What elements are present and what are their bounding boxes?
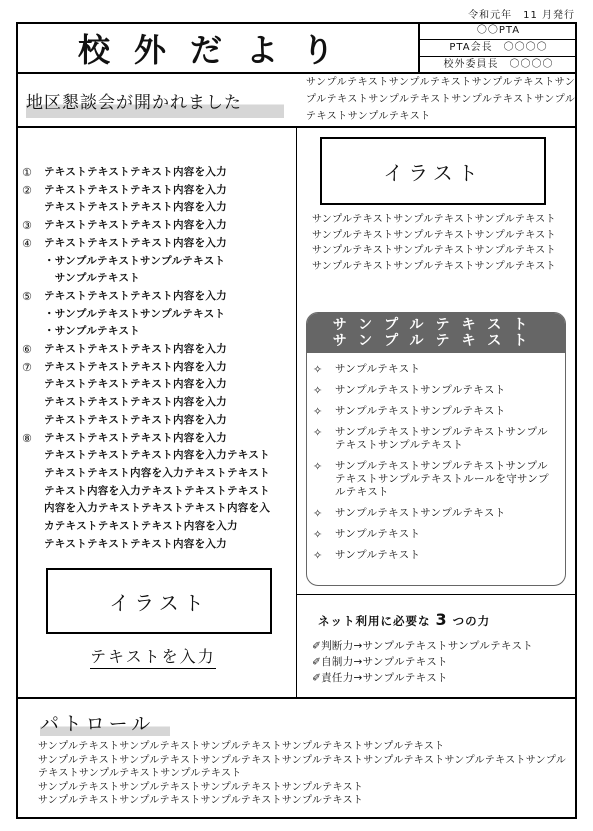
panel-item-text: サンプルテキストサンプルテキストサンプルテキストサンプルテキスト bbox=[335, 426, 548, 451]
panel-heading bbox=[307, 313, 565, 353]
panel-item bbox=[313, 549, 557, 562]
divider bbox=[296, 594, 577, 595]
list-item bbox=[22, 217, 294, 235]
list-item-text: サンプルテキスト bbox=[44, 272, 141, 285]
sparkle-icon: ✧ bbox=[313, 405, 323, 418]
list-item-number: ③ bbox=[22, 219, 33, 233]
panel-item bbox=[313, 384, 557, 397]
column-divider bbox=[296, 126, 297, 699]
agenda-list bbox=[22, 164, 294, 553]
section-headline: 地区懇談会が開かれました bbox=[26, 88, 284, 118]
list-item bbox=[22, 447, 294, 465]
pta-president: PTA会長 〇〇〇〇 bbox=[449, 42, 548, 53]
list-item-text: テキストテキストテキスト内容を入力 bbox=[44, 236, 227, 249]
panel-item-text: サンプルテキストサンプルテキストサンプルテキストサンプルテキストルールを守サンプルテキスト bbox=[335, 460, 549, 498]
net-title-number: 3 bbox=[435, 610, 448, 629]
list-item-number bbox=[22, 199, 44, 217]
list-item-number bbox=[22, 536, 44, 554]
net-skill-item: ✐責任力→サンプルテキスト bbox=[312, 672, 448, 684]
sparkle-icon: ✧ bbox=[313, 549, 323, 562]
sparkle-icon: ✧ bbox=[313, 426, 323, 439]
net-skill-list bbox=[312, 638, 574, 686]
sparkle-icon: ✧ bbox=[313, 528, 323, 541]
list-item bbox=[22, 323, 294, 341]
panel-item bbox=[313, 426, 557, 452]
pta-name: 〇〇PTA bbox=[476, 25, 521, 36]
list-item bbox=[22, 412, 294, 430]
illustration-placeholder: イラスト bbox=[46, 568, 272, 634]
patrol-text-line: サンプルテキストサンプルテキストサンプルテキストサンプルテキストサンプルテキストサンプルテキストサンプルテキストサンプルテキストサンプルテキスト bbox=[38, 754, 567, 779]
panel-item bbox=[313, 363, 557, 376]
list-item-number bbox=[22, 412, 44, 430]
list-item-text: テキストテキストテキスト内容を入力 bbox=[44, 183, 227, 196]
sparkle-icon: ✧ bbox=[313, 507, 323, 520]
list-item-text: テキストテキストテキスト内容を入力 bbox=[44, 166, 227, 178]
list-item-text: テキストテキストテキスト内容を入力 bbox=[44, 289, 227, 302]
panel-item-text: サンプルテキストサンプルテキスト bbox=[335, 384, 506, 396]
list-item-number: ⑥ bbox=[22, 343, 33, 357]
net-skill-item: ✐判断力→サンプルテキストサンプルテキスト bbox=[312, 640, 534, 652]
sparkle-icon: ✧ bbox=[313, 460, 323, 473]
list-item-text: テキストテキストテキスト内容を入力 bbox=[44, 413, 227, 426]
panel-item bbox=[313, 507, 557, 520]
list-item bbox=[22, 341, 294, 359]
list-item bbox=[22, 376, 294, 394]
list-item bbox=[22, 465, 294, 483]
net-title-text: つの力 bbox=[452, 614, 491, 628]
list-item bbox=[22, 306, 294, 324]
list-item-number bbox=[22, 465, 44, 483]
list-item-number: ① bbox=[22, 166, 33, 179]
list-item-number bbox=[22, 447, 44, 465]
list-item-number bbox=[22, 306, 44, 324]
right-column-text: サンプルテキストサンプルテキストサンプルテキストサンプルテキストサンプルテキストサンプルテキストサンプルテキストサンプルテキストサンプルテキストサンプルテキストサンプルテキストサンプルテキスト bbox=[312, 214, 556, 273]
illustration-placeholder: イラスト bbox=[320, 137, 546, 205]
list-item-number bbox=[22, 253, 44, 271]
list-item-text: ・サンプルテキストサンプルテキスト bbox=[44, 307, 226, 320]
panel-item bbox=[313, 405, 557, 418]
list-item bbox=[22, 199, 294, 217]
info-panel bbox=[306, 312, 566, 586]
list-item-text: テキストテキスト内容を入力テキストテキスト bbox=[44, 466, 270, 479]
list-item bbox=[22, 270, 294, 288]
panel-item-text: サンプルテキストサンプルテキスト bbox=[335, 405, 506, 417]
list-item bbox=[22, 164, 294, 182]
list-item-text: テキストテキストテキスト内容を入力 bbox=[44, 219, 227, 232]
list-item-number bbox=[22, 500, 44, 518]
panel-item-text: サンプルテキスト bbox=[335, 549, 421, 561]
list-item-text: ・サンプルテキストサンプルテキスト bbox=[44, 254, 226, 267]
list-item bbox=[22, 536, 294, 554]
issue-date: 令和元年 11 月発行 bbox=[468, 10, 575, 21]
panel-item-text: サンプルテキスト bbox=[335, 363, 421, 375]
list-item-text: カテキストテキストテキスト内容を入力 bbox=[44, 520, 238, 533]
panel-item-text: サンプルテキストサンプルテキスト bbox=[335, 507, 506, 519]
list-item-text: テキスト内容を入力テキストテキストテキスト bbox=[44, 484, 270, 497]
illustration-caption: テキストを入力 bbox=[90, 644, 216, 669]
list-item bbox=[22, 483, 294, 501]
list-item bbox=[22, 430, 294, 448]
panel-heading-line: サンプルテキスト bbox=[332, 317, 540, 333]
newsletter-title: 校外だより bbox=[77, 31, 358, 69]
net-skill-item: ✐自制力→サンプルテキスト bbox=[312, 656, 448, 668]
list-item-number bbox=[22, 518, 44, 536]
list-item bbox=[22, 253, 294, 271]
list-item-number: ⑧ bbox=[22, 431, 33, 445]
patrol-text-line: サンプルテキストサンプルテキストサンプルテキストサンプルテキスト bbox=[38, 795, 364, 806]
patrol-text bbox=[38, 740, 574, 808]
list-item-text: 内容を入力テキストテキストテキスト内容を入 bbox=[44, 502, 271, 515]
sparkle-icon: ✧ bbox=[313, 363, 323, 376]
list-item bbox=[22, 394, 294, 412]
list-item-number bbox=[22, 270, 44, 288]
panel-item bbox=[313, 460, 557, 499]
list-item bbox=[22, 518, 294, 536]
list-item-text: ・サンプルテキスト bbox=[44, 325, 141, 338]
list-item-number bbox=[22, 394, 44, 412]
list-item bbox=[22, 500, 294, 518]
list-item-text: テキストテキストテキスト内容を入力 bbox=[44, 431, 227, 444]
list-item-number bbox=[22, 483, 44, 501]
list-item-number: ⑤ bbox=[22, 289, 33, 303]
list-item-text: テキストテキストテキスト内容を入力テキスト bbox=[44, 449, 270, 462]
list-item-number: ② bbox=[22, 183, 33, 197]
list-item-text: テキストテキストテキスト内容を入力 bbox=[44, 537, 227, 550]
list-item-number: ④ bbox=[22, 236, 33, 250]
list-item bbox=[22, 359, 294, 377]
pta-committee-chair: 校外委員長 〇〇〇〇 bbox=[443, 59, 554, 70]
list-item-number bbox=[22, 376, 44, 394]
list-item-text: テキストテキストテキスト内容を入力 bbox=[44, 396, 227, 409]
panel-list bbox=[307, 353, 565, 562]
list-item-text: テキストテキストテキスト内容を入力 bbox=[44, 378, 227, 391]
divider bbox=[16, 697, 577, 699]
list-item-text: テキストテキストテキスト内容を入力 bbox=[44, 343, 227, 356]
panel-item-text: サンプルテキスト bbox=[335, 528, 421, 540]
list-item bbox=[22, 182, 294, 200]
list-item-text: テキストテキストテキスト内容を入力 bbox=[44, 360, 227, 373]
panel-heading-line: サンプルテキスト bbox=[332, 333, 540, 349]
net-title-text: ネット利用に必要な bbox=[318, 614, 431, 628]
net-section-title bbox=[318, 610, 490, 629]
sparkle-icon: ✧ bbox=[313, 384, 323, 397]
list-item-number bbox=[22, 323, 44, 341]
list-item bbox=[22, 288, 294, 306]
list-item-number: ⑦ bbox=[22, 360, 33, 374]
list-item-text: テキストテキストテキスト内容を入力 bbox=[44, 201, 227, 214]
headline-text: サンプルテキストサンプルテキストサンプルテキストサンプルテキストサンプルテキストサンプルテキストサンプルテキストサンプルテキスト bbox=[306, 77, 576, 122]
patrol-text-line: サンプルテキストサンプルテキストサンプルテキストサンプルテキストサンプルテキスト bbox=[38, 741, 445, 752]
patrol-text-line: サンプルテキストサンプルテキストサンプルテキストサンプルテキスト bbox=[38, 781, 364, 793]
panel-item bbox=[313, 528, 557, 541]
patrol-heading: パトロール bbox=[40, 712, 170, 736]
list-item bbox=[22, 235, 294, 253]
